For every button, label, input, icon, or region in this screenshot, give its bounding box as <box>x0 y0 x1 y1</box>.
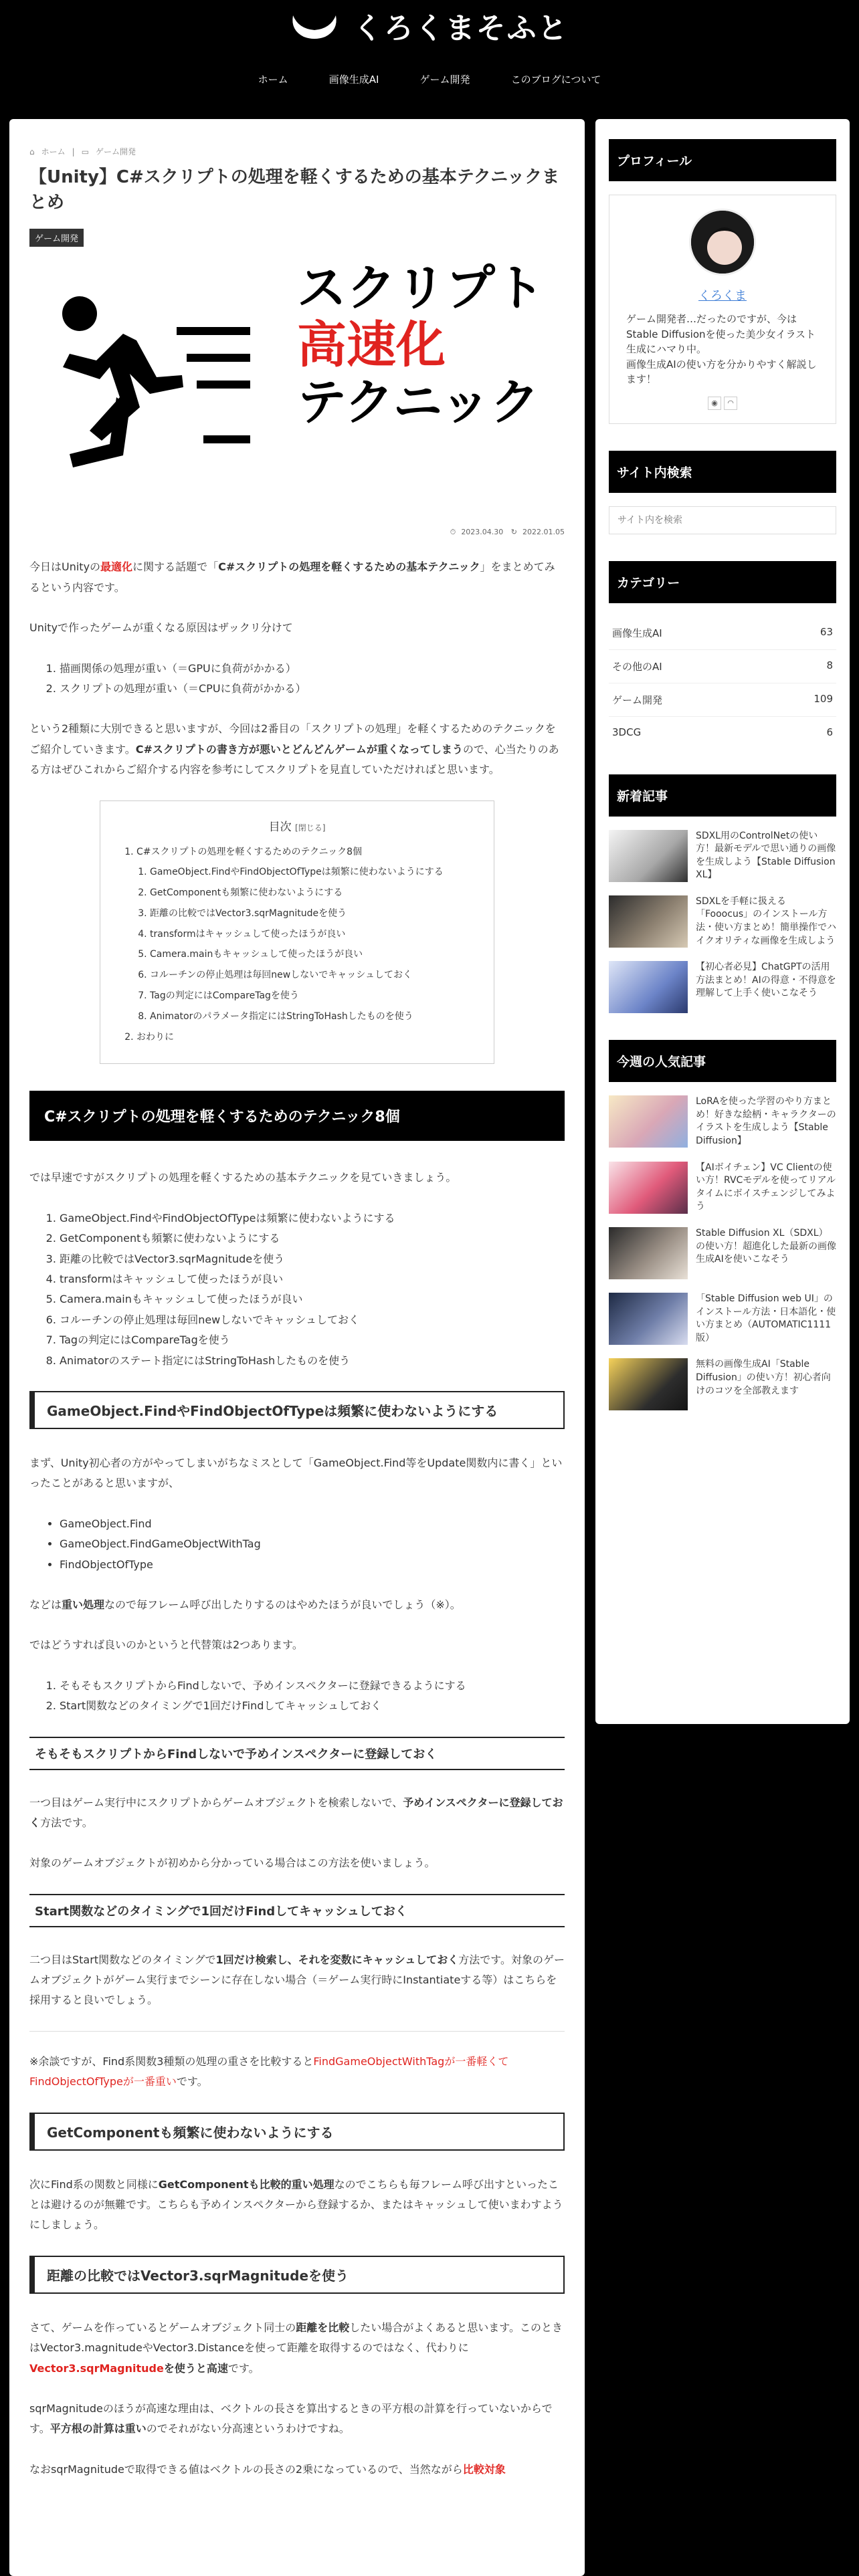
paragraph: さて、ゲームを作っているとゲームオブジェクト同士の距離を比較したい場合がよくあると思います。このときはVector3.magnitudeやVector3.Distanceを使って距離を取得するのではなく、代わりにVector3.sqrMagnitudeを使うと高速です。 <box>29 2321 563 2375</box>
profile-description: ゲーム開発者…だったのですが、今はStable Diffusionを使った美少女イラスト生成にハマり中。 画像生成AIの使い方を分かりやすく解説します！ <box>626 313 817 385</box>
profile-name[interactable]: くろくま <box>698 289 747 303</box>
paragraph: 二つ目はStart関数などのタイミングで1回だけ検索し、それを変数にキャッシュしておく方法です。対象のゲームオブジェクトがゲーム実行までシーンに存在しない場合（＝ゲーム実行時にInstantiateする等）はこちらを採用すると良いでしょう。 <box>29 1953 565 2007</box>
post-thumbnail <box>609 895 688 948</box>
technique-list <box>60 1208 565 1371</box>
site-logo[interactable] <box>0 4 859 51</box>
list-item[interactable]: SDXLを手軽に扱える「Fooocus」のインストール方法・使い方まとめ！簡単操作でハイクオリティな画像を生成しよう <box>609 895 836 948</box>
list-item: 1. 描画関係の処理が重い（＝GPUに負荷がかかる） <box>60 659 565 679</box>
new-posts-list <box>609 830 836 1014</box>
list-item: • FindObjectOfType <box>60 1555 565 1575</box>
breadcrumb: ⌂ ホーム | ▭ ゲーム開発 <box>29 147 136 156</box>
main-content <box>9 119 585 2576</box>
intro-paragraph: 今日はUnityの最適化に関する話題で「C#スクリプトの処理を軽くするための基本テクニック」をまとめてみるという内容です。 <box>29 560 555 594</box>
running-figure-icon <box>29 260 270 488</box>
category-title: カテゴリー <box>609 561 836 603</box>
toc-link[interactable]: 2. おわりに <box>136 1027 474 1048</box>
toc-link[interactable]: 3. 距離の比較ではVector3.sqrMagnitudeを使う <box>150 903 474 924</box>
post-thumbnail <box>609 1358 688 1410</box>
category-item[interactable]: 画像生成AI 63 <box>609 617 836 650</box>
minor-heading: Start関数などのタイミングで1回だけFindしてキャッシュしておく <box>29 1894 565 1927</box>
paragraph: sqrMagnitudeのほうが高速な理由は、ベクトルの長さを算出するときの平方根の計算を行っていないからです。平方根の計算は重いのでそれがない分高速というわけですね。 <box>29 2401 553 2436</box>
post-thumbnail <box>609 1095 688 1148</box>
list-item[interactable]: 【初心者必見】ChatGPTの活用方法まとめ！AIの得意・不得意を理解して上手く使いこなそう <box>609 961 836 1013</box>
popular-posts-list <box>609 1095 836 1410</box>
category-item[interactable]: ゲーム開発 109 <box>609 683 836 717</box>
sidebar <box>595 119 850 1724</box>
toc-link[interactable]: 1. GameObject.FindやFindObjectOfTypeは頻繁に使わないようにする <box>150 862 474 883</box>
list-item[interactable]: Stable Diffusion XL（SDXL）の使い方！超進化した最新の画像生成AIを使いこなそう <box>609 1227 836 1279</box>
profile-widget <box>609 195 836 424</box>
category-item[interactable]: 3DCG 6 <box>612 726 833 738</box>
subsection-heading: GetComponentも頻繁に使わないようにする <box>29 2113 565 2151</box>
post-thumbnail <box>609 830 688 882</box>
new-posts-title: 新着記事 <box>609 774 836 817</box>
nav-home[interactable]: ホーム <box>258 74 288 86</box>
rss-icon[interactable]: ◠ <box>724 397 737 410</box>
breadcrumb-home[interactable]: ホーム <box>41 147 66 156</box>
paragraph: なおsqrMagnitudeで取得できる値はベクトルの長さの2乗になっているので、当然ながら比較対象 <box>29 2462 506 2476</box>
site-header <box>0 0 859 117</box>
avatar-illustration <box>691 211 756 276</box>
toc-title: 目次 [閉じる] <box>268 820 326 834</box>
folder-icon: ▭ <box>81 147 90 156</box>
published-date: 2023.04.30 <box>461 528 504 537</box>
minor-heading: そもそもスクリプトからFindしないで予めインスペクターに登録しておく <box>29 1737 565 1770</box>
subsection-heading: 距離の比較ではVector3.sqrMagnitudeを使う <box>29 2256 565 2294</box>
toc-link[interactable]: 8. Animatorのパラメータ指定にはStringToHashしたものを使う <box>150 1006 474 1027</box>
list-item: 2. Start関数などのタイミングで1回だけFindしてキャッシュしておく <box>60 1696 565 1716</box>
paragraph: 対象のゲームオブジェクトが初めから分かっている場合はこの方法を使いましょう。 <box>29 1856 436 1870</box>
table-of-contents <box>100 800 494 1065</box>
list-item: 6. コルーチンの停止処理は毎回newしないでキャッシュしておく <box>60 1310 565 1330</box>
paragraph: という2種類に大別できると思いますが、今回は2番目の「スクリプトの処理」を軽くするためのテクニックをご紹介していきます。C#スクリプトの書き方が悪いとどんどんゲームが重くなってしまうので、心当たりのある方はぜひこれからご紹介する内容を参考にしてスクリプトを見直していただければと思います。 <box>29 722 559 776</box>
category-badge[interactable]: ゲーム開発 <box>29 229 84 247</box>
list-item: 7. Tagの判定にはCompareTagを使う <box>60 1330 565 1350</box>
note-paragraph: ※余談ですが、Find系関数3種類の処理の重さを比較するとFindGameObjectWithTagが一番軽くてFindObjectOfTypeが一番重いです。 <box>29 2054 509 2088</box>
avatar <box>689 209 756 276</box>
paragraph: 次にFind系の関数と同様にGetComponentも比較的重い処理なのでこちらも毎フレーム呼び出すといったことは避けるのが無難です。こちらも予めインスペクターから登録するか、またはキャッシュして使いまわすようにしましょう。 <box>29 2177 563 2232</box>
search-title: サイト内検索 <box>609 451 836 493</box>
paragraph: などは重い処理なので毎フレーム呼び出したりするのはやめたほうが良いでしょう（※）。 <box>29 1598 461 1611</box>
category-item[interactable]: その他のAI 8 <box>609 650 836 683</box>
list-item: 4. transformはキャッシュして使ったほうが良い <box>60 1269 565 1289</box>
toc-link[interactable]: 5. Camera.mainもキャッシュして使ったほうが良い <box>150 944 474 965</box>
feedly-icon[interactable]: ◉ <box>708 397 721 410</box>
eyecatch-line-2: 高速化 <box>297 316 446 374</box>
alternative-list <box>60 1676 565 1717</box>
list-item: 3. 距離の比較ではVector3.sqrMagnitudeを使う <box>60 1249 565 1269</box>
toc-toggle[interactable]: [閉じる] <box>295 823 326 833</box>
search-input[interactable] <box>609 506 836 534</box>
category-list <box>609 617 836 748</box>
eyecatch-text <box>297 260 545 431</box>
post-thumbnail <box>609 1227 688 1279</box>
toc-link[interactable]: 7. Tagの判定にはCompareTagを使う <box>150 986 474 1006</box>
subsection-heading: GameObject.FindやFindObjectOfTypeは頻繁に使わないようにする <box>29 1391 565 1429</box>
find-function-list <box>60 1514 565 1575</box>
cause-list <box>60 659 565 700</box>
paragraph: ではどうすれば良いのかというと代替策は2つあります。 <box>29 1638 303 1652</box>
cause-intro: Unityで作ったゲームが重くなる原因はザックリ分けて <box>29 621 293 635</box>
list-item: 2. GetComponentも頻繁に使わないようにする <box>60 1228 565 1249</box>
profile-title: プロフィール <box>609 139 836 181</box>
paragraph: 一つ目はゲーム実行中にスクリプトからゲームオブジェクトを検索しないで、予めインスペクターに登録しておく方法です。 <box>29 1796 563 1829</box>
list-item: 8. Animatorのステート指定にはStringToHashしたものを使う <box>60 1351 565 1371</box>
paragraph: まず、Unity初心者の方がやってしまいがちなミスとして「GameObject.Find等をUpdate関数内に書く」といったことがあると思いますが、 <box>29 1456 563 1490</box>
breadcrumb-category[interactable]: ゲーム開発 <box>96 147 136 156</box>
list-item: 2. スクリプトの処理が重い（＝CPUに負荷がかかる） <box>60 679 565 699</box>
global-nav <box>0 72 859 86</box>
section-heading: C#スクリプトの処理を軽くするためのテクニック8個 <box>29 1091 565 1141</box>
post-dates <box>29 528 565 537</box>
list-item[interactable]: LoRAを使った学習のやり方まとめ！好きな絵柄・キャラクターのイラストを生成しよう【Stable Diffusion】 <box>609 1095 836 1148</box>
list-item[interactable]: 【AIボイチェン】VC Clientの使い方！RVCモデルを使ってリアルタイムにボイスチェンジしてみよう <box>609 1162 836 1214</box>
list-item: 1. GameObject.FindやFindObjectOfTypeは頻繁に使わないようにする <box>60 1208 565 1228</box>
eyecatch-line-1: スクリプト <box>297 259 545 318</box>
eyecatch-line-3: テクニック <box>297 373 540 431</box>
home-icon: ⌂ <box>29 147 35 156</box>
nav-about[interactable]: このブログについて <box>510 74 601 86</box>
toc-link[interactable]: 4. transformはキャッシュして使ったほうが良い <box>150 924 474 945</box>
list-item: • GameObject.FindGameObjectWithTag <box>60 1534 565 1554</box>
nav-image-ai[interactable]: 画像生成AI <box>328 74 379 86</box>
clock-icon: ⏱ <box>450 528 456 537</box>
list-item: 1. そもそもスクリプトからFindしないで、予めインスペクターに登録できるようにする <box>60 1676 565 1696</box>
updated-date: 2022.01.05 <box>522 528 565 537</box>
popular-posts-title: 今週の人気記事 <box>609 1040 836 1082</box>
toc-link[interactable]: 6. コルーチンの停止処理は毎回newしないでキャッシュしておく <box>150 965 474 986</box>
nav-game-dev[interactable]: ゲーム開発 <box>419 74 470 86</box>
list-item: • GameObject.Find <box>60 1514 565 1534</box>
post-thumbnail <box>609 961 688 1013</box>
bear-logo-icon <box>290 10 339 41</box>
list-item[interactable]: 「Stable Diffusion web UI」のインストール方法・日本語化・使い方まとめ（AUTOMATIC1111版） <box>609 1293 836 1345</box>
list-item[interactable]: SDXL用のControlNetの使い方！最新モデルで思い通りの画像を生成しよう【Stable Diffusion XL】 <box>609 830 836 882</box>
post-thumbnail <box>609 1162 688 1214</box>
toc-link[interactable]: C#スクリプトの処理を軽くするためのテクニック8個 <box>136 846 363 857</box>
list-item[interactable]: 無料の画像生成AI「Stable Diffusion」の使い方！初心者向けのコツを全部教えます <box>609 1358 836 1410</box>
page-title: 【Unity】C#スクリプトの処理を軽くするための基本テクニックまとめ <box>29 167 560 213</box>
refresh-icon: ↻ <box>510 528 518 537</box>
list-item: 5. Camera.mainもキャッシュして使ったほうが良い <box>60 1289 565 1309</box>
post-thumbnail <box>609 1293 688 1345</box>
toc-link[interactable]: 2. GetComponentも頻繁に使わないようにする <box>150 883 474 903</box>
paragraph: では早速ですがスクリプトの処理を軽くするための基本テクニックを見ていきましょう。 <box>29 1171 457 1184</box>
eyecatch-image <box>29 260 565 488</box>
site-name: くろくまそふと <box>353 11 569 45</box>
divider <box>29 2031 565 2032</box>
profile-links <box>626 395 819 410</box>
